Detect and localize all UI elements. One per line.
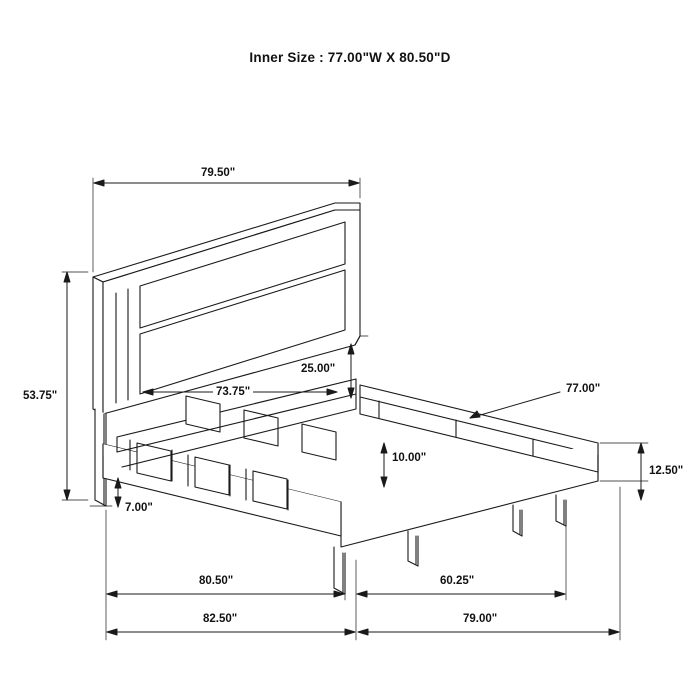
dim-inner-length: 80.50" [196, 575, 236, 588]
dim-headboard-height: 53.75" [20, 390, 60, 403]
dim-leg-height-headboard: 7.00" [122, 502, 156, 515]
dim-overall-length: 82.50" [200, 613, 240, 626]
dim-side-rail-height: 12.50" [646, 465, 686, 478]
dim-inner-depth: 60.25" [437, 575, 477, 588]
dim-headboard-width: 79.50" [198, 167, 238, 180]
dim-headboard-panel-width: 73.75" [213, 386, 253, 399]
page-title: Inner Size : 77.00"W X 80.50"D [249, 50, 451, 65]
dim-overall-depth: 79.00" [460, 613, 500, 626]
dim-headboard-clearance: 25.00" [298, 363, 338, 376]
dim-rail-height: 10.00" [389, 452, 429, 465]
dim-bed-depth: 77.00" [563, 383, 603, 396]
